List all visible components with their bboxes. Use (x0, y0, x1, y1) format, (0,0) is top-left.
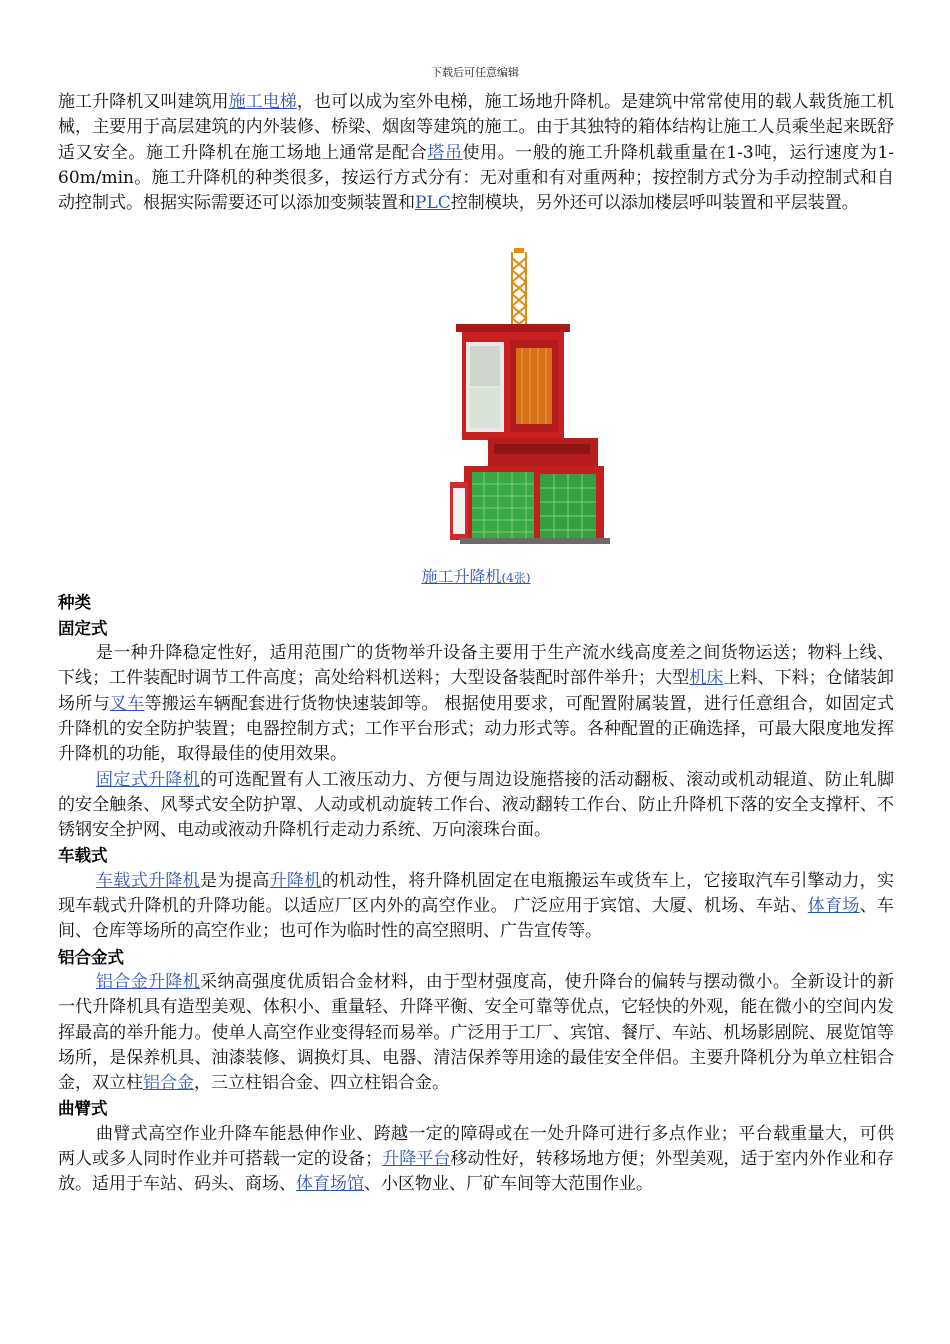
link-lift-platform[interactable]: 升降平台 (382, 1149, 451, 1170)
paragraph-text: 移动性好，转移场地方便；外型美观，适于室内外作业和存放。适用于车站、码头、商场、 (58, 1149, 894, 1195)
paragraph-text: 的机动性，将升降机固定在电瓶搬运车或货车上，它接取汽车引擎动力，实现车载式升降机的升降功能。以适应厂区内外的高空作业。 广泛应用于宾馆、大厦、机场、车站、 (58, 870, 895, 917)
link-stadium[interactable]: 体育场 (807, 896, 860, 917)
intro-text: 使用。一般的施工升降机载重量在1-3吨，运行速度为1-60m/min。施工升降机的种类很多，按运行方式分有：无对重和有对重两种；按控制方式分为手动控制式和自动控制式。根据实际需要还可以添加变频装置和 (58, 142, 895, 214)
link-machine-tool[interactable]: 机床 (689, 668, 724, 689)
paragraph-text: 、小区物业、厂矿车间等大范围作业。 (364, 1174, 653, 1195)
paragraph-text: 、车间、仓库等场所的高空作业；也可作为临时性的高空照明、广告宣传等。 (58, 896, 895, 942)
section-heading-fixed: 固定式 (58, 618, 108, 638)
vehicle-paragraph (58, 869, 894, 945)
paragraph-text: 的可选配置有人工液压动力、方便与周边设施搭接的活动翻板、滚动或机动辊道、防止轧脚的安全触条、风琴式安全防护罩、人动或机动旋转工作台、液动翻转工作台、防止升降机下落的安全支撑杆、不锈钢安全护网、电动或液动升降机行走动力系统、万向滚珠台面。 (58, 769, 895, 841)
link-construction-elevator[interactable]: 施工电梯 (228, 92, 297, 112)
link-forklift[interactable]: 叉车 (109, 693, 145, 714)
intro-text: 控制模块，另外还可以添加楼层呼叫装置和平层装置。 (450, 193, 859, 214)
link-figure-gallery[interactable]: 施工升降机 (421, 567, 502, 587)
intro-text: ，也可以成为室外电梯，施工场地升降机。是建筑中常常使用的载人载货施工机械，主要用于高层建筑的内外装修、桥梁、烟囱等建筑的施工。由于其独特的箱体结构让施工人员乘坐起来既舒适又安全。施工升降机在施工场地上通常是配合 (58, 92, 894, 163)
link-lift[interactable]: 升降机 (269, 870, 322, 891)
figure (58, 238, 894, 560)
fixed-paragraph-2 (58, 768, 894, 844)
intro-text: 施工升降机又叫建筑用 (58, 92, 229, 112)
link-tower-crane[interactable]: 塔吊 (427, 142, 463, 163)
link-figure-count[interactable]: (4张) (501, 571, 531, 586)
boom-paragraph (58, 1122, 894, 1198)
paragraph-text: 是为提高 (200, 870, 270, 891)
link-fixed-lift[interactable]: 固定式升降机 (96, 769, 201, 790)
aluminum-paragraph (58, 970, 894, 1096)
paragraph-text: 曲臂式高空作业升降车能悬伸作业、跨越一定的障碍或在一处升降可进行多点作业；平台载重量大，可供两人或多人同时作业并可搭载一定的设备； (58, 1123, 894, 1170)
paragraph-text: 上料、下料；仓储装卸场所与 (58, 668, 894, 714)
section-heading-vehicle: 车载式 (58, 846, 108, 866)
paragraph-text: ，三立柱铝合金、四立柱铝合金。 (194, 1073, 449, 1094)
section-heading-aluminum: 铝合金式 (58, 947, 124, 967)
link-stadium-venue[interactable]: 体育场馆 (296, 1174, 364, 1195)
paragraph-text: 是一种升降稳定性好，适用范围广的货物举升设备主要用于生产流水线高度差之间货物运送；物料上线、下线；工件装配时调节工件高度；高处给料机送料；大型设备装配时部件举升；大型 (58, 643, 894, 689)
section-heading-boom: 曲臂式 (58, 1099, 108, 1119)
section-heading-kinds: 种类 (58, 593, 91, 613)
link-aluminum-alloy[interactable]: 铝合金 (143, 1073, 194, 1094)
fixed-paragraph-1 (58, 641, 894, 767)
page-header: 下载后可任意编辑 (431, 66, 519, 79)
construction-hoist-photo[interactable] (390, 238, 610, 560)
link-vehicle-lift[interactable]: 车载式升降机 (96, 870, 201, 891)
link-plc[interactable]: PLC (415, 193, 451, 214)
paragraph-text: 采纳高强度优质铝合金材料，由于型材强度高，使升降台的偏转与摆动微小。全新设计的新一代升降机具有造型美观、体积小、重量轻、升降平衡、安全可靠等优点，它轻快的外观，能在微小的空间内发挥最高的举升能力。使单人高空作业变得轻而易举。广泛用于工厂、宾馆、餐厅、车站、机场影剧院、展览馆等场所，是保养机具、油漆装修、调换灯具、电器、清洁保养等用途的最佳安全伴侣。主要升降机分为单立柱铝合金，双立柱 (58, 971, 895, 1094)
figure-caption (58, 566, 894, 588)
intro-paragraph (58, 90, 894, 216)
paragraph-text: 等搬运车辆配套进行货物快速装卸等。 根据使用要求，可配置附属装置，进行任意组合，如固定式升降机的安全防护装置；电器控制方式；工作平台形式；动力形式等。各种配置的正确选择，可最大限度地发挥升降机的功能，取得最佳的使用效果。 (58, 693, 895, 765)
document-body (58, 90, 894, 1198)
link-aluminum-lift[interactable]: 铝合金升降机 (96, 971, 201, 992)
